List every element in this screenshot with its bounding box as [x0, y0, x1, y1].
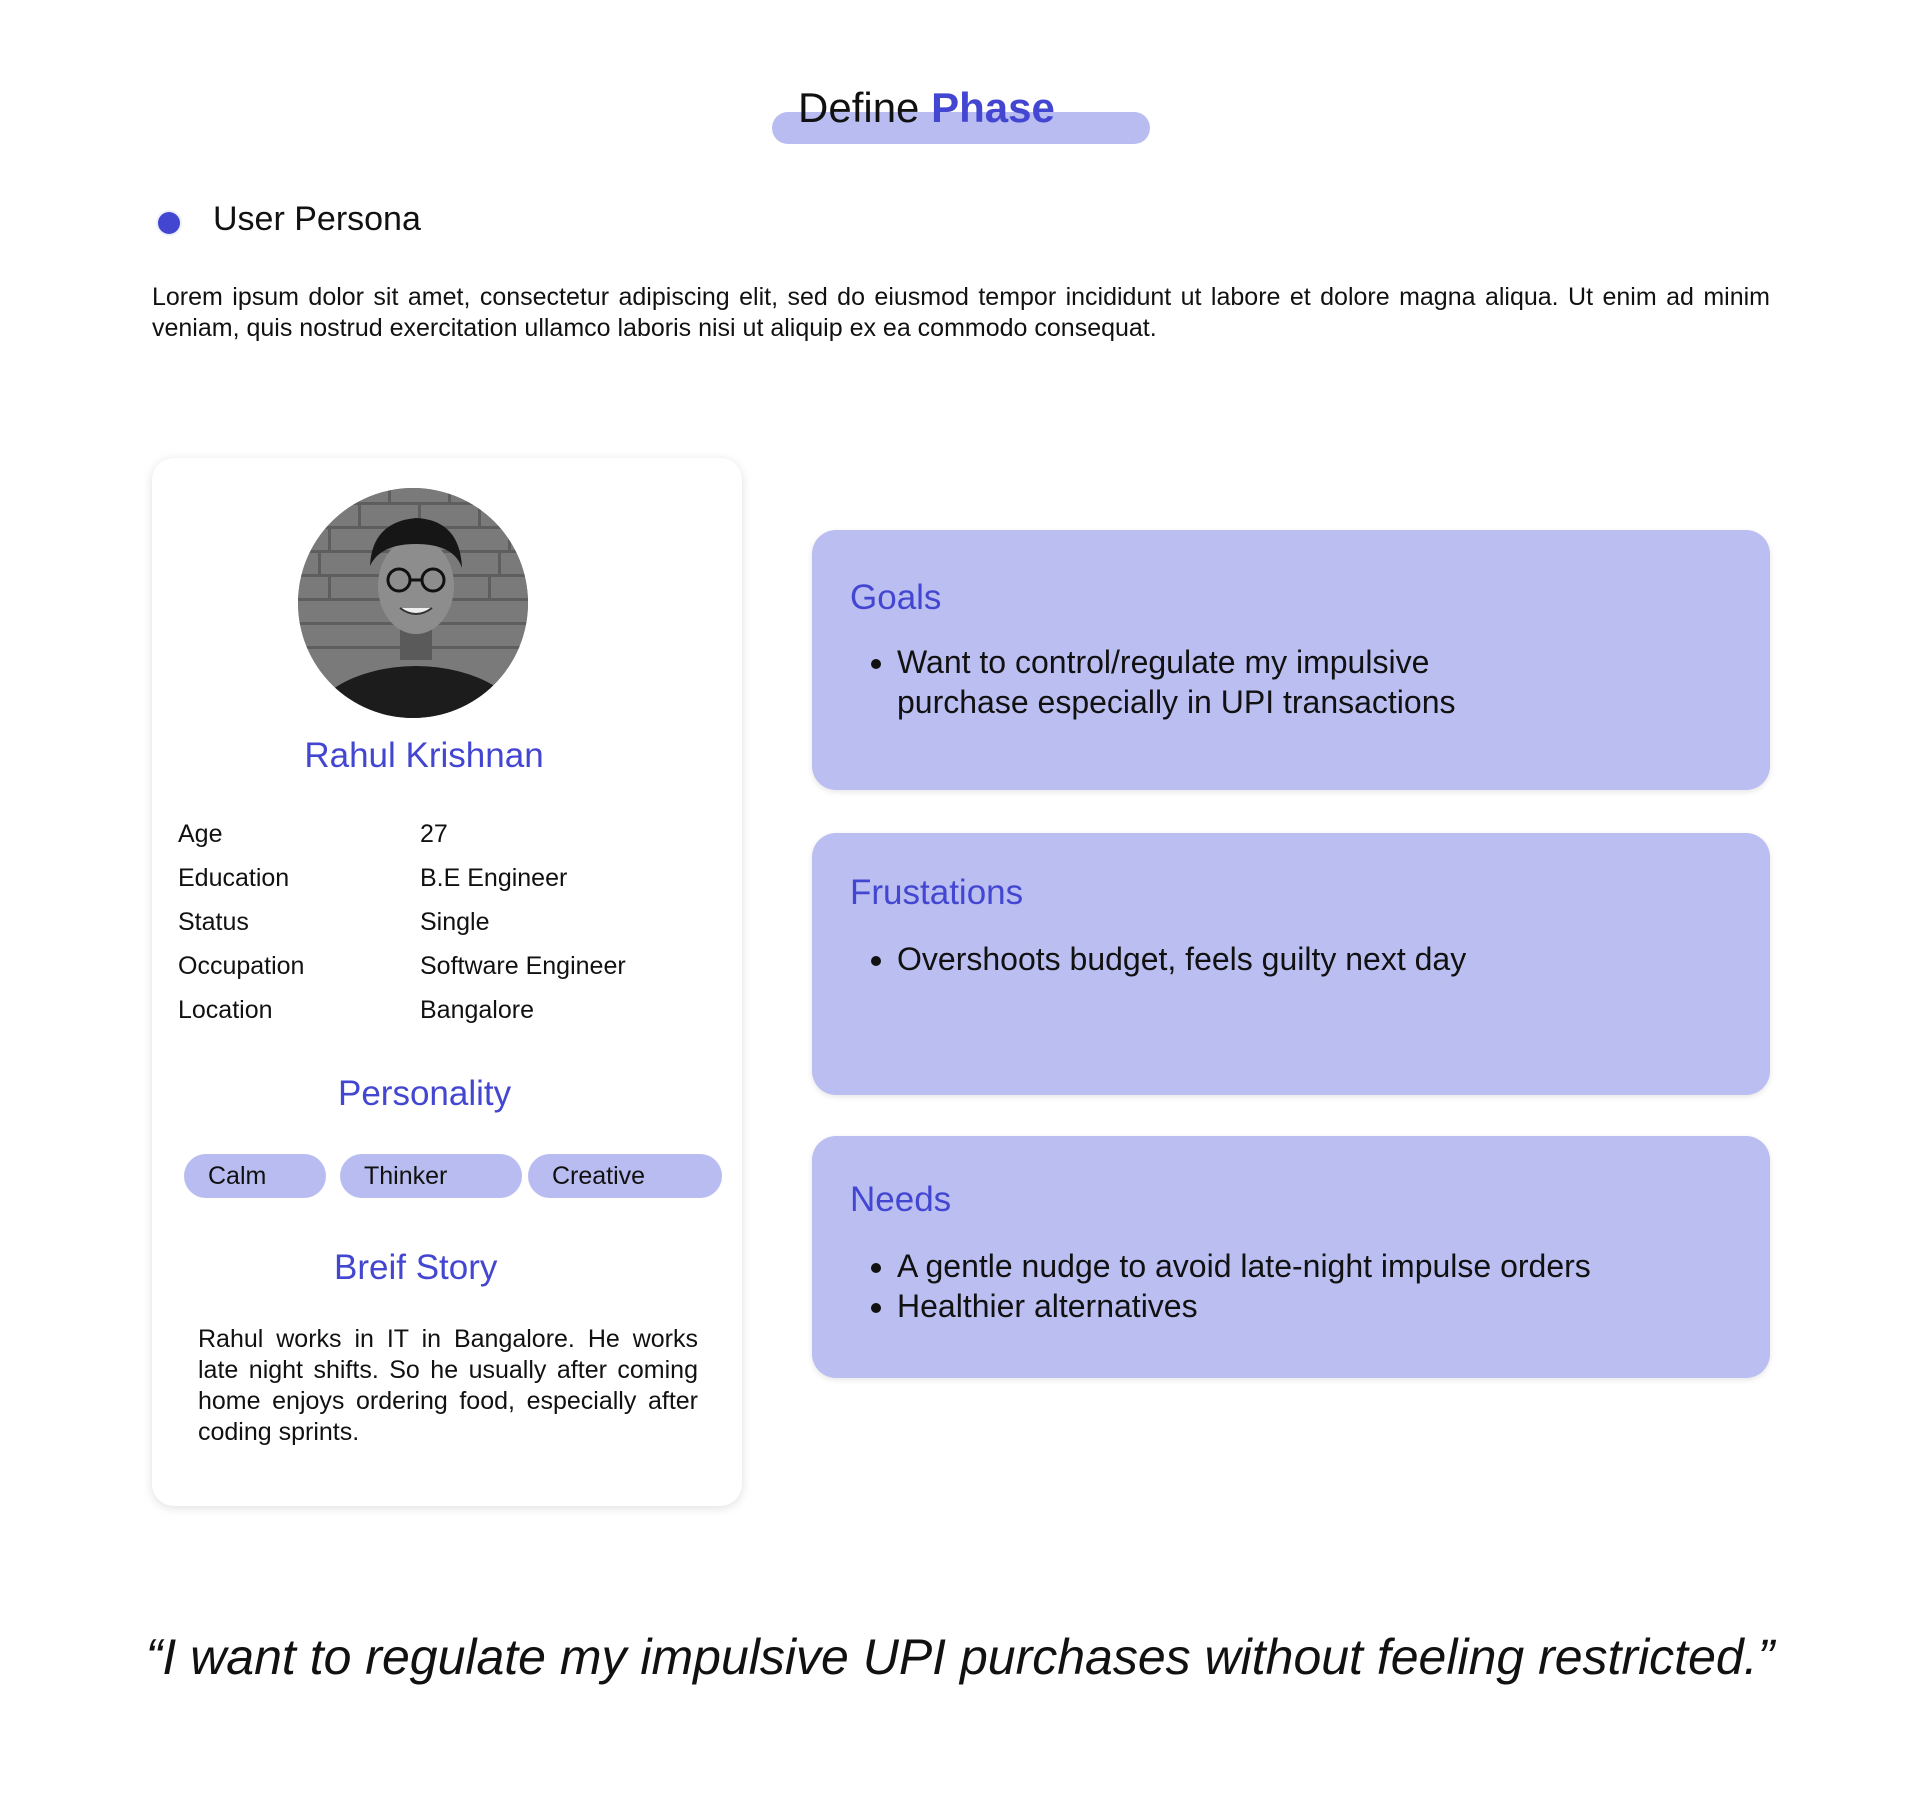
detail-label: Status [178, 908, 249, 936]
avatar [298, 488, 528, 718]
frustrations-list [860, 939, 1466, 979]
detail-label: Education [178, 864, 290, 892]
personality-tag: Creative [528, 1154, 722, 1198]
frustrations-card [812, 833, 1770, 1095]
detail-label: Location [178, 996, 273, 1024]
persona-quote: “I want to regulate my impulsive UPI purchases without feeling restricted.” [145, 1629, 1775, 1685]
persona-name: Rahul Krishnan [304, 736, 544, 775]
personality-tag: Calm [184, 1154, 326, 1198]
detail-value: Bangalore [420, 996, 534, 1024]
frustrations-heading: Frustations [850, 873, 1024, 912]
persona-card [152, 458, 742, 1506]
goals-card [812, 530, 1770, 790]
detail-label: Occupation [178, 952, 305, 980]
avatar-photo-icon [298, 488, 528, 718]
story-heading: Breif Story [334, 1248, 498, 1287]
goals-heading: Goals [850, 578, 942, 617]
needs-heading: Needs [850, 1180, 952, 1219]
personality-tag: Thinker [340, 1154, 522, 1198]
detail-value: Software Engineer [420, 952, 626, 980]
title-accent: Phase [931, 84, 1055, 131]
detail-label: Age [178, 820, 223, 848]
detail-value: 27 [420, 820, 448, 848]
personality-heading: Personality [338, 1074, 512, 1113]
title-prefix: Define [798, 84, 920, 131]
page-title-text [798, 84, 1055, 132]
list-item: • Overshoots budget, feels guilty next day [897, 939, 1466, 979]
goals-list [860, 642, 1517, 722]
section-title: User Persona [213, 200, 421, 238]
needs-list [860, 1246, 1591, 1326]
detail-value: Single [420, 908, 490, 936]
list-item: • Want to control/regulate my impulsive purchase especially in UPI transactions [897, 642, 1517, 722]
list-item: • Healthier alternatives [897, 1286, 1591, 1326]
page-title [772, 78, 1152, 148]
detail-value: B.E Engineer [420, 864, 568, 892]
story-text: Rahul works in IT in Bangalore. He works late night shifts. So he usually after coming home enjoys ordering food, especially after coding sprints. [198, 1325, 698, 1446]
list-item: • A gentle nudge to avoid late-night impulse orders [897, 1246, 1591, 1286]
section-intro: Lorem ipsum dolor sit amet, consectetur adipiscing elit, sed do eiusmod tempor incididunt ut labore et dolore magna aliqua. Ut enim ad minim veniam, quis nostrud exercitation ullamco laboris nisi ut aliquip ex ea commodo consequat. [152, 283, 1770, 342]
bullet-dot-icon [156, 210, 182, 236]
needs-card [812, 1136, 1770, 1378]
